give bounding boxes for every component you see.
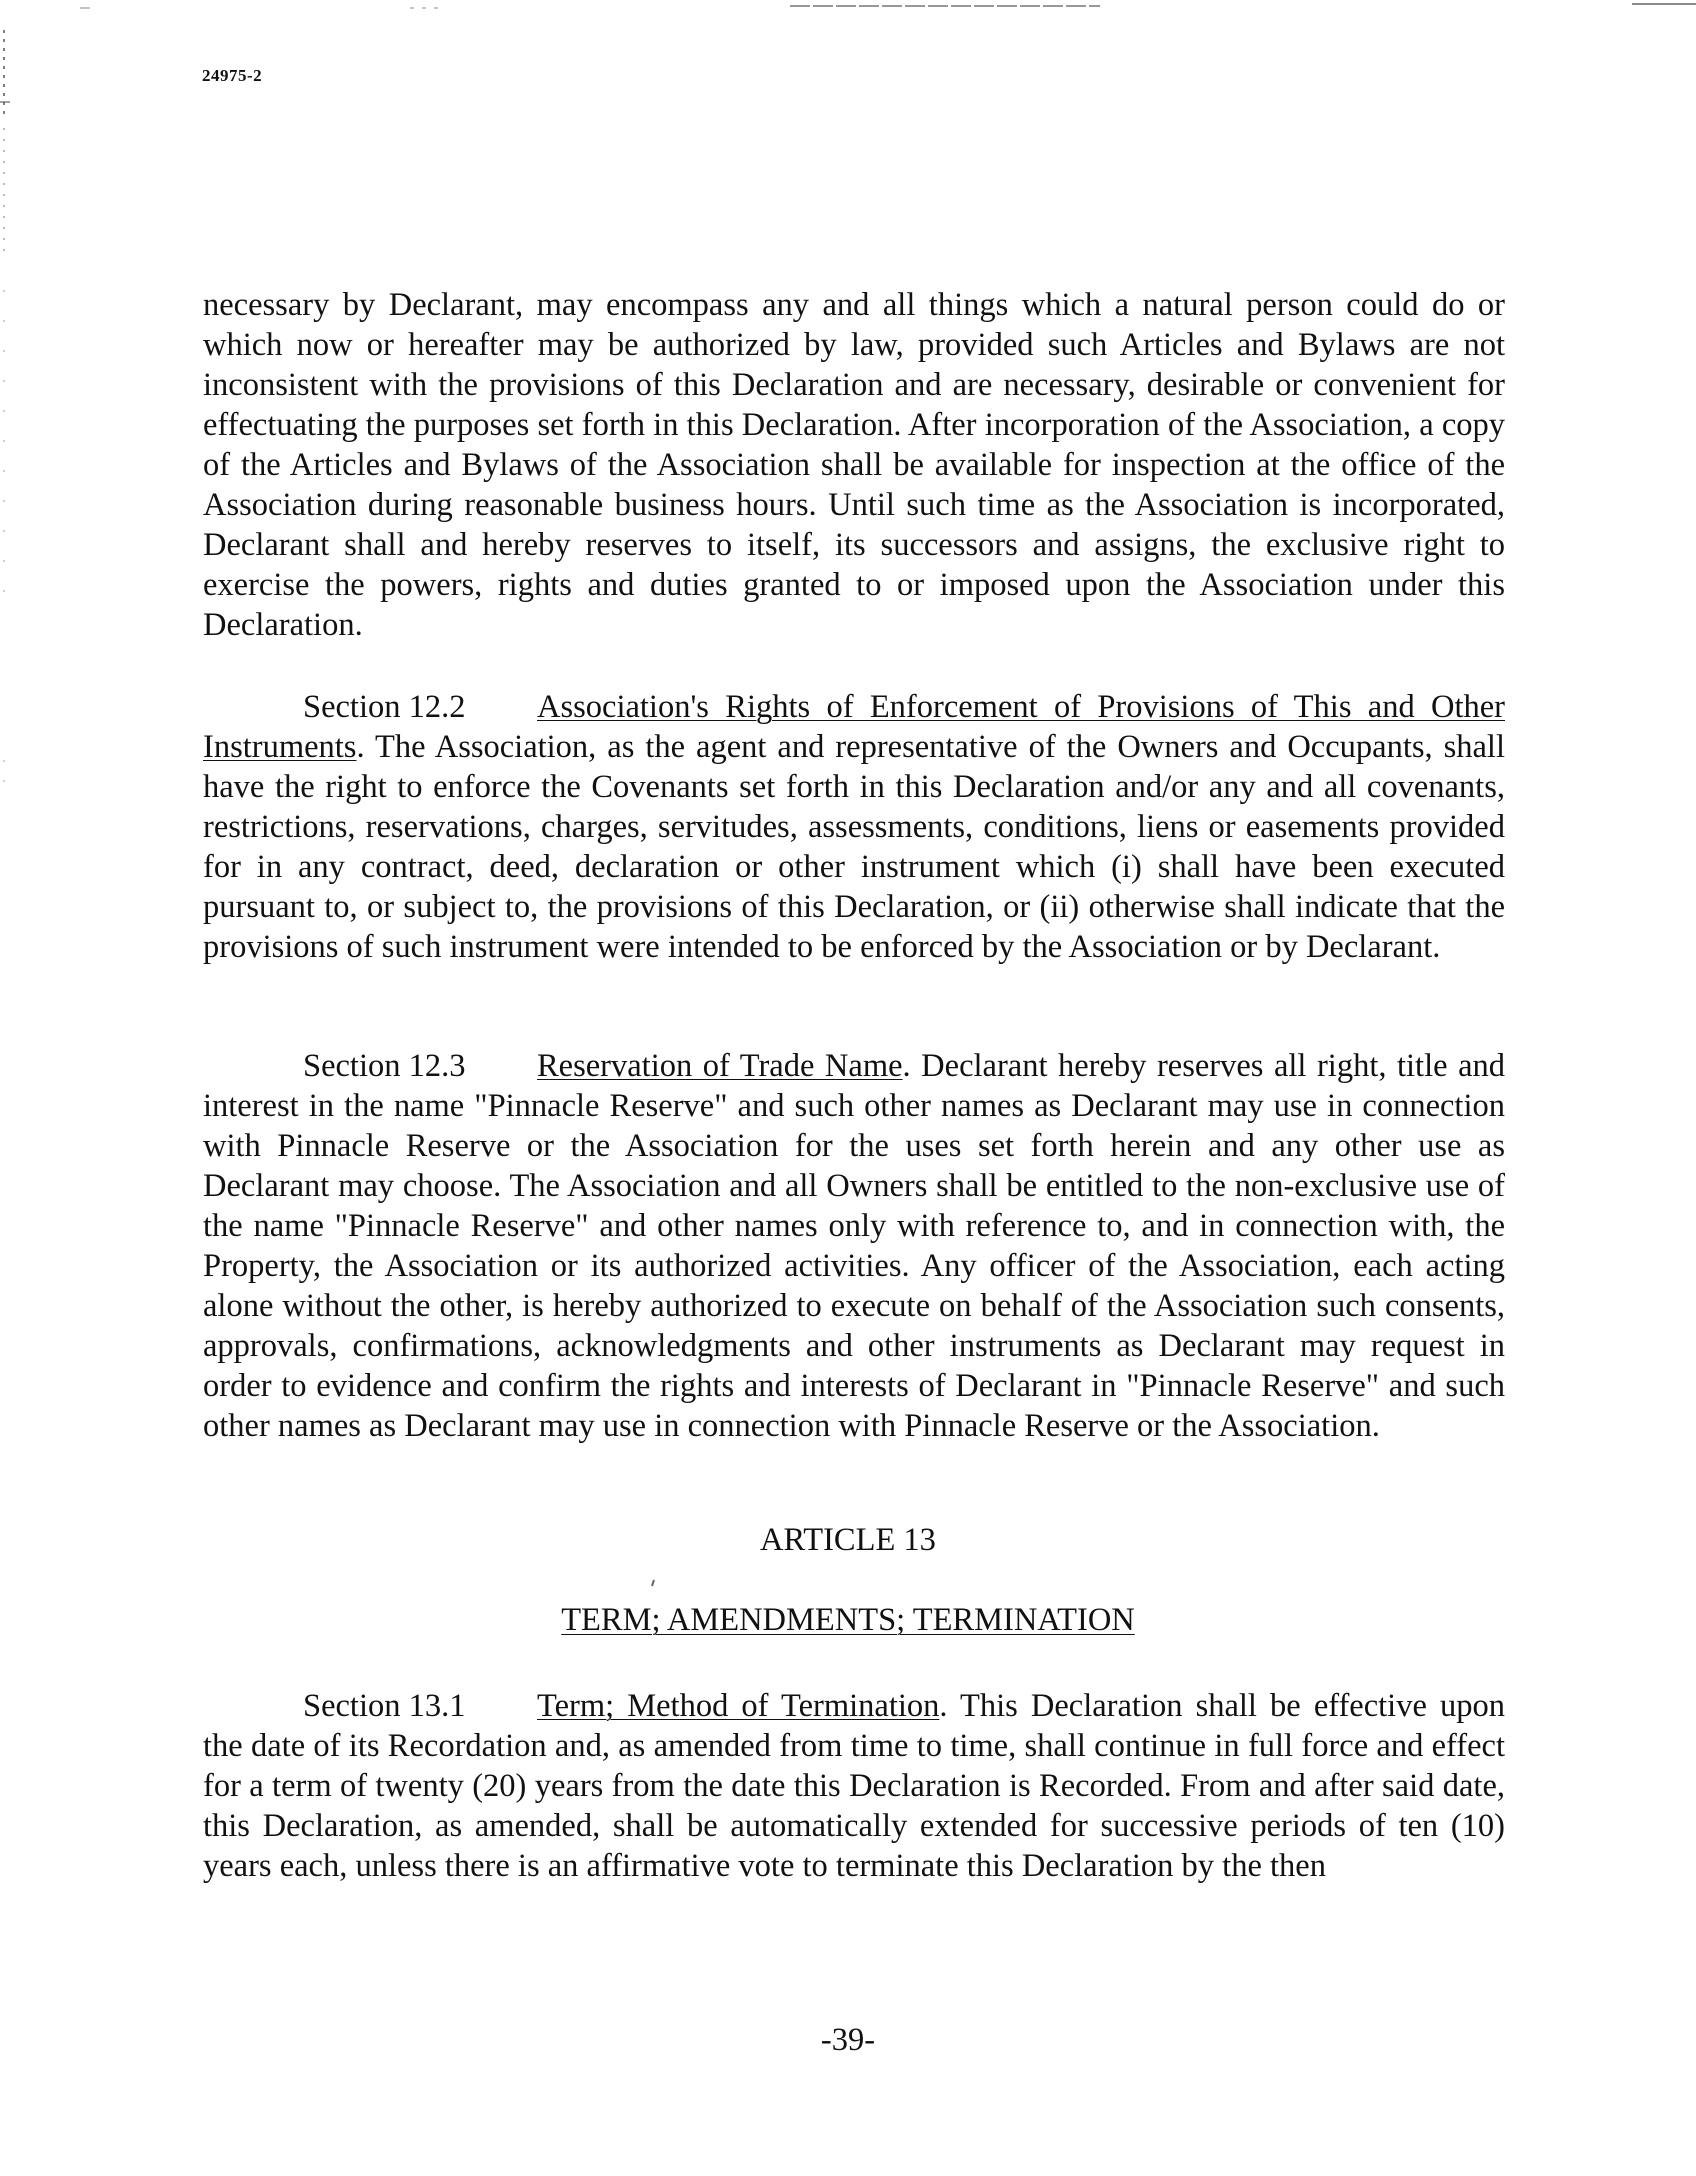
section-12-3-title: Reservation of Trade Name <box>537 1048 903 1084</box>
section-13-1-text: . This Declaration shall be effective upon the date of its Recordation and, as amended from time to time, shall continue in full force and effect for a term of twenty (20) years from the date this Declaration is Recorded. From and after said date, this Declaration, as amended, shall be automatically extended for successive periods of ten (10) years each, unless there is an affirmative vote to terminate this Declaration by the then <box>203 1688 1505 1884</box>
section-12-2-number: Section 12.2 <box>303 689 466 725</box>
document-id: 24975-2 <box>202 66 263 85</box>
section-12-2-title: Association's Rights of Enforcement of Provisions of This and Other Instruments <box>203 689 1505 765</box>
section-12-2-text: . The Association, as the agent and representative of the Owners and Occupants, shall have the right to enforce the Covenants set forth in this Declaration and/or any and all covenants, restrictions, reservations, charges, servitudes, assessments, conditions, liens or easements provided for in any contract, deed, declaration or other instrument which (i) shall have been executed pursuant to, or subject to, the provisions of this Declaration, or (ii) otherwise shall indicate that the provisions of such instrument were intended to be enforced by the Association or by Declarant. <box>203 729 1505 965</box>
section-13-1-number: Section 13.1 <box>303 1688 466 1724</box>
section-12-3-text: . Declarant hereby reserves all right, title and interest in the name "Pinnacle Reserve" and such other names as Declarant may use in connection with Pinnacle Reserve or the Association for the uses set forth herein and any other use as Declarant may choose. The Association and all Owners shall be entitled to the non-exclusive use of the name "Pinnacle Reserve" and other names only with reference to, and in connection with, the Property, the Association or its authorized activities. Any officer of the Association, each acting alone without the other, is hereby authorized to execute on behalf of the Association such consents, approvals, confirmations, acknowledgments and other instruments as Declarant may request in order to evidence and confirm the rights and interests of Declarant in "Pinnacle Reserve" and such other names as Declarant may use in connection with Pinnacle Reserve or the Association. <box>203 1048 1505 1444</box>
section-12-3-number: Section 12.3 <box>303 1048 466 1084</box>
article-title: TERM; AMENDMENTS; TERMINATION <box>561 1602 1135 1638</box>
section-13-1 <box>203 1686 1505 1886</box>
section-12-3 <box>203 1046 1505 1446</box>
page-number: -39- <box>820 2022 876 2058</box>
section-12-2 <box>203 687 1505 967</box>
paragraph-continuation: necessary by Declarant, may encompass any and all things which a natural person could do or which now or hereafter may be authorized by law, provided such Articles and Bylaws are not inconsistent with the provisions of this Declaration and are necessary, desirable or convenient for effectuating the purposes set forth in this Declaration. After incorporation of the Association, a copy of the Articles and Bylaws of the Association shall be available for inspection at the office of the Association during reasonable business hours. Until such time as the Association is incorporated, Declarant shall and hereby reserves to itself, its successors and assigns, the exclusive right to exercise the powers, rights and duties granted to or imposed upon the Association under this Declaration. <box>203 287 1505 643</box>
section-13-1-title: Term; Method of Termination <box>537 1688 940 1724</box>
article-number: ARTICLE 13 <box>760 1522 936 1558</box>
